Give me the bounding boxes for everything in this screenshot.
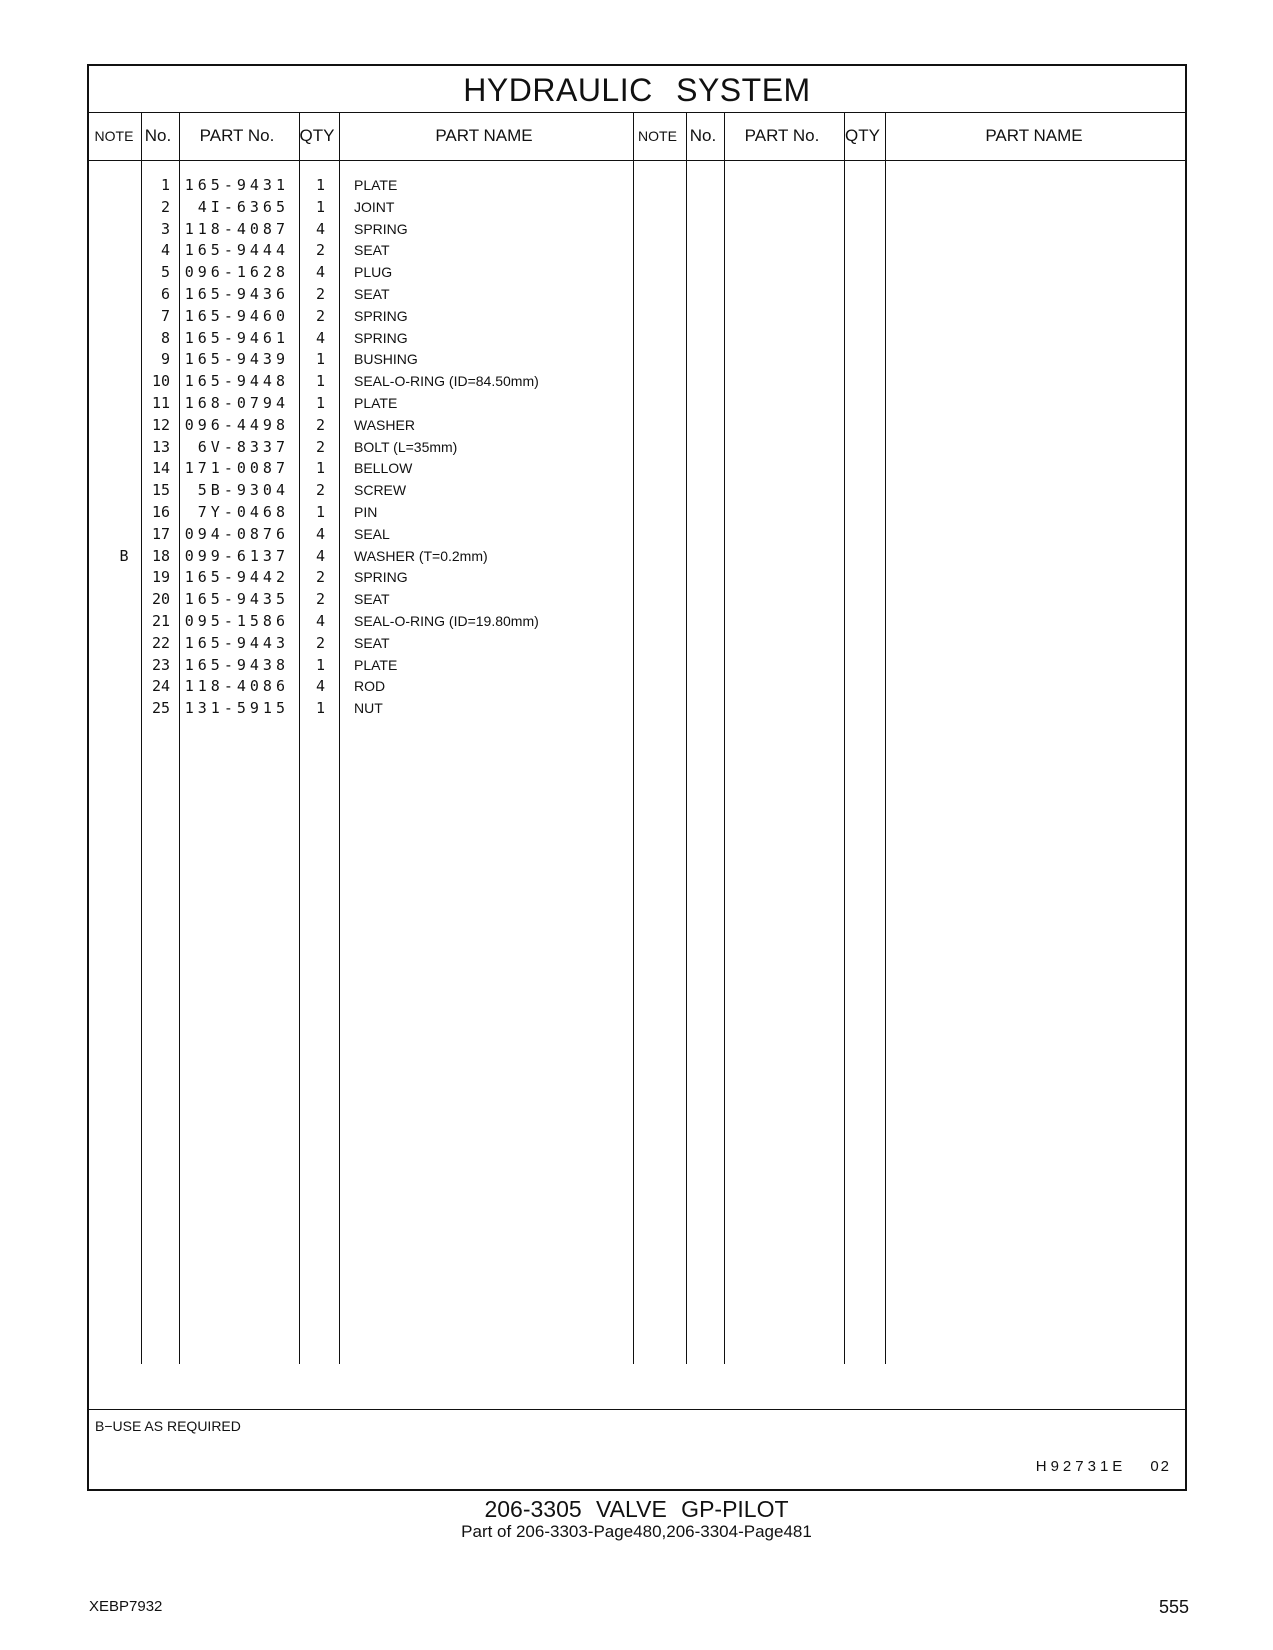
header-part-no-left: PART No.: [199, 126, 275, 145]
part-number: 4I-6365: [197, 197, 289, 216]
part-name: BUSHING: [354, 351, 418, 368]
part-name: PLUG: [354, 264, 393, 281]
part-index: 13: [151, 437, 170, 456]
header-qty-right: QTY: [845, 126, 880, 145]
header-no-right: No.: [689, 126, 717, 145]
part-number: 118-4087: [184, 219, 289, 238]
part-quantity: 4: [315, 328, 325, 347]
part-index: 5: [160, 263, 170, 282]
part-name: PLATE: [354, 395, 398, 411]
part-quantity: 1: [315, 394, 325, 412]
part-index: 20: [151, 590, 170, 609]
part-quantity: 1: [315, 503, 325, 521]
table-row: [89, 457, 1185, 480]
part-name: ROD: [354, 678, 386, 695]
part-quantity: 2: [315, 481, 325, 500]
part-quantity: 4: [315, 612, 325, 630]
part-name: SEAL: [354, 525, 390, 542]
part-quantity: 4: [315, 263, 325, 282]
drawing-revision: 02: [1150, 1458, 1171, 1475]
part-index: 2: [160, 197, 170, 216]
table-row: [89, 196, 1185, 219]
part-number: 165-9460: [184, 306, 289, 325]
header-note-right: NOTE: [638, 128, 677, 144]
table-row: [89, 436, 1185, 459]
part-quantity: 1: [315, 372, 325, 391]
column-header-row: [89, 112, 1185, 161]
part-number: 096-1628: [184, 263, 289, 282]
header-note-left: NOTE: [94, 128, 134, 144]
part-name: PLATE: [354, 656, 398, 673]
table-row: [89, 218, 1185, 241]
part-index: 11: [151, 394, 170, 412]
part-quantity: 2: [315, 306, 325, 325]
part-number: 7Y-0468: [197, 503, 289, 521]
part-index: 24: [151, 677, 170, 696]
drawing-code: H92731E: [1035, 1458, 1127, 1475]
part-number: 6V-8337: [197, 437, 289, 456]
part-quantity: 4: [315, 546, 325, 565]
part-number: 165-9436: [184, 285, 289, 303]
part-number: 165-9448: [184, 372, 289, 391]
part-index: 23: [151, 655, 170, 674]
part-index: 4: [160, 241, 170, 260]
page-title: HYDRAULIC SYSTEM: [463, 71, 811, 108]
part-index: 21: [151, 612, 170, 630]
document-code: XEBP7932: [89, 1598, 163, 1615]
part-number: 165-9431: [184, 176, 289, 194]
part-index: 16: [151, 503, 170, 521]
part-quantity: 2: [315, 241, 325, 260]
part-quantity: 1: [315, 459, 325, 478]
part-index: 14: [151, 459, 170, 478]
table-row: [89, 675, 1185, 698]
part-index: 19: [151, 568, 170, 587]
part-index: 22: [151, 633, 170, 652]
part-name: SPRING: [354, 329, 408, 346]
part-number: 165-9439: [184, 350, 289, 369]
part-index: 3: [160, 219, 170, 238]
part-name: PLATE: [354, 177, 398, 193]
part-index: 8: [160, 328, 170, 347]
part-quantity: 4: [315, 677, 325, 696]
table-row: [89, 588, 1185, 611]
part-number: 165-9461: [184, 328, 289, 347]
part-note: B: [119, 546, 129, 565]
part-number: 165-9442: [184, 568, 289, 587]
part-index: 10: [151, 372, 170, 391]
table-row: [89, 327, 1185, 350]
part-name: SEAT: [354, 591, 390, 608]
part-index: 18: [151, 546, 170, 565]
assembly-title: 206-3305 VALVE GP-PILOT: [484, 1496, 789, 1522]
drawing-code-block: [1036, 1458, 1171, 1475]
part-name: BOLT (L=35mm): [354, 438, 458, 455]
header-part-no-right: PART No.: [744, 126, 820, 145]
part-name: SPRING: [354, 307, 408, 324]
table-row: [89, 523, 1185, 546]
part-name: NUT: [354, 700, 383, 717]
table-row: [89, 697, 1185, 720]
part-name: SEAT: [354, 286, 390, 302]
table-row: [89, 414, 1185, 437]
part-quantity: 2: [315, 568, 325, 587]
table-row: [89, 239, 1185, 262]
table-row: [89, 610, 1185, 633]
page-number: 555: [1158, 1597, 1189, 1617]
part-index: 7: [160, 306, 170, 325]
table-row: [89, 305, 1185, 328]
part-index: 1: [160, 176, 170, 194]
part-name: WASHER (T=0.2mm): [354, 547, 488, 564]
table-title-row: [89, 66, 1185, 113]
part-number: 094-0876: [184, 524, 289, 543]
part-number: 095-1586: [184, 612, 289, 630]
table-row: [89, 174, 1185, 197]
part-name: BELLOW: [354, 460, 413, 477]
part-index: 9: [160, 350, 170, 369]
part-name: SEAL-O-RING (ID=19.80mm): [354, 613, 539, 629]
part-name: SEAT: [354, 634, 390, 651]
assembly-reference: Part of 206-3303-Page480,206-3304-Page481: [461, 1522, 812, 1541]
part-quantity: 1: [315, 350, 325, 369]
part-name: SCREW: [354, 482, 407, 499]
header-no-left: No.: [144, 126, 172, 145]
part-name: JOINT: [354, 198, 395, 215]
part-number: 5B-9304: [197, 481, 289, 500]
header-qty-left: QTY: [299, 126, 335, 145]
part-quantity: 4: [315, 219, 325, 238]
part-quantity: 2: [315, 437, 325, 456]
table-row: [89, 370, 1185, 393]
part-name: WASHER: [354, 416, 415, 433]
part-number: 165-9438: [184, 655, 289, 674]
part-quantity: 1: [315, 655, 325, 674]
part-index: 17: [151, 524, 170, 543]
part-quantity: 2: [315, 415, 325, 434]
part-name: SPRING: [354, 220, 408, 237]
table-row: [89, 566, 1185, 589]
part-quantity: 2: [315, 633, 325, 652]
part-number: 168-0794: [184, 394, 289, 412]
part-number: 131-5915: [184, 699, 289, 718]
footnote: B−USE AS REQUIRED: [95, 1418, 241, 1434]
part-quantity: 1: [315, 197, 325, 216]
part-name: PIN: [354, 504, 378, 520]
part-index: 15: [151, 481, 170, 500]
table-row: [89, 654, 1185, 677]
table-row: [89, 545, 1185, 568]
footer-divider: [89, 1409, 1185, 1410]
part-index: 12: [151, 415, 170, 434]
part-number: 118-4086: [184, 677, 289, 696]
part-number: 096-4498: [184, 415, 289, 434]
part-number: 171-0087: [184, 459, 289, 478]
header-part-name-left: PART NAME: [435, 126, 533, 145]
table-row: [89, 283, 1185, 306]
part-quantity: 2: [315, 285, 325, 303]
part-index: 6: [160, 285, 170, 303]
part-number: 165-9435: [184, 590, 289, 609]
header-part-name-right: PART NAME: [985, 126, 1083, 145]
part-name: SPRING: [354, 569, 408, 586]
part-name: SEAL-O-RING (ID=84.50mm): [354, 373, 539, 390]
table-row: [89, 632, 1185, 655]
part-number: 165-9444: [184, 241, 289, 260]
part-quantity: 1: [315, 176, 325, 194]
part-name: SEAT: [354, 242, 390, 259]
table-row: [89, 348, 1185, 371]
table-row: [89, 479, 1185, 502]
table-row: [89, 392, 1185, 415]
part-quantity: 2: [315, 590, 325, 609]
part-index: 25: [151, 699, 170, 718]
parts-table-frame: [87, 64, 1187, 1491]
table-row: [89, 501, 1185, 524]
part-number: 099-6137: [184, 546, 289, 565]
part-quantity: 1: [315, 699, 325, 718]
part-number: 165-9443: [184, 633, 289, 652]
table-row: [89, 261, 1185, 284]
part-quantity: 4: [315, 524, 325, 543]
